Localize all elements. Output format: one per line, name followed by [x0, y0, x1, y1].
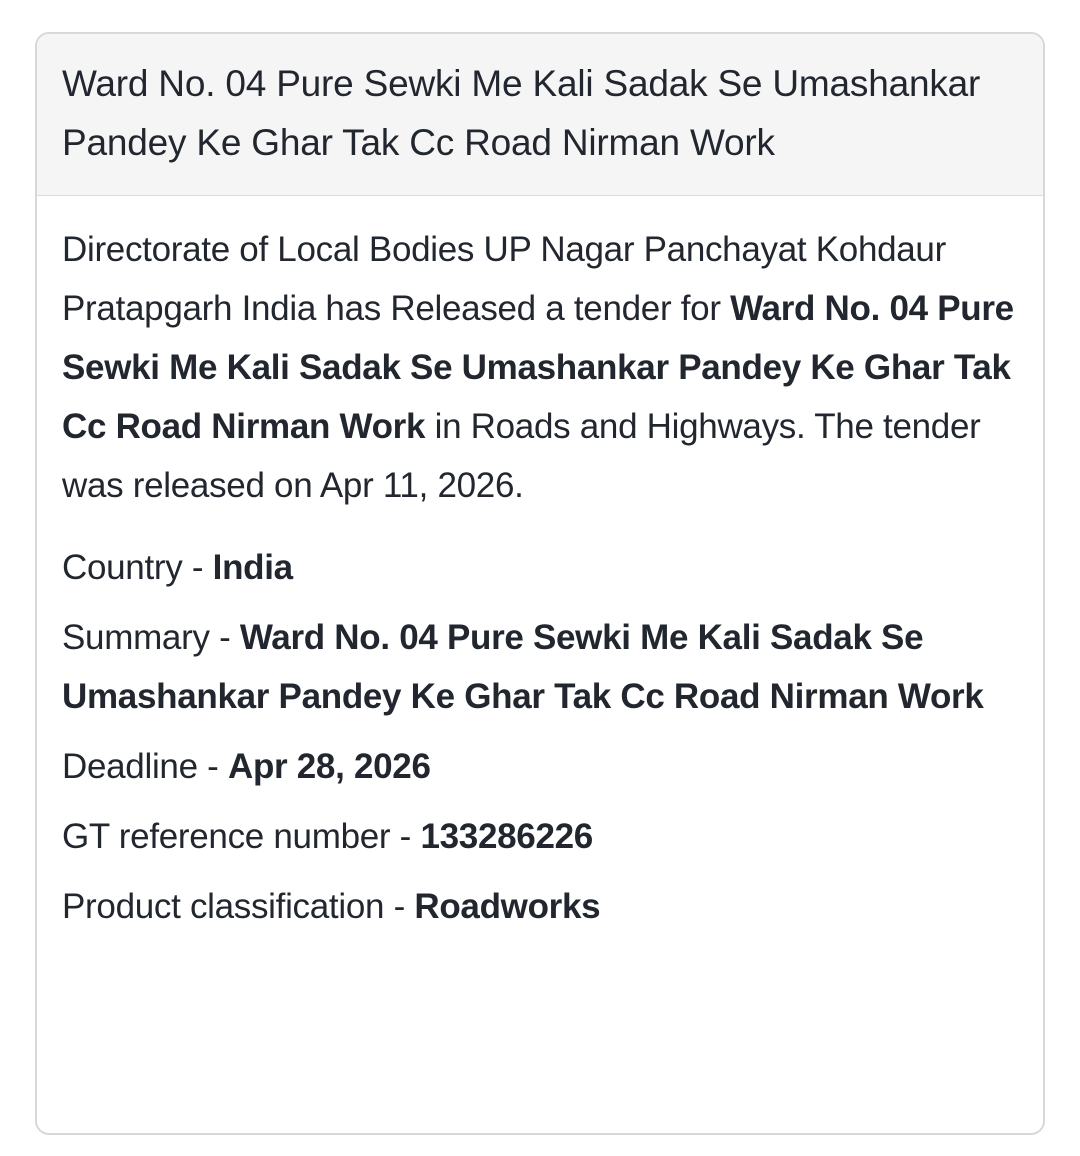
- field-deadline-label: Deadline -: [62, 747, 228, 786]
- tender-card-body: [37, 196, 1043, 966]
- tender-card: [35, 32, 1045, 1135]
- field-gt-reference-number: [62, 807, 1018, 866]
- field-country: [62, 538, 1018, 597]
- tender-title: Ward No. 04 Pure Sewki Me Kali Sadak Se Umashankar Pandey Ke Ghar Tak Cc Road Nirman Work: [62, 63, 981, 163]
- intro-suffix-text: in Roads and Highways. The tender was released on Apr 11, 2026.: [62, 407, 981, 505]
- field-summary-label: Summary -: [62, 618, 240, 657]
- intro-tender-name: Ward No. 04 Pure Sewki Me Kali Sadak Se Umashankar Pandey Ke Ghar Tak Cc Road Nirman Work: [62, 289, 1014, 446]
- tender-card-header: [37, 34, 1043, 196]
- field-summary: [62, 608, 1018, 726]
- intro-prefix-text: Directorate of Local Bodies UP Nagar Panchayat Kohdaur Pratapgarh India has Released a tender for: [62, 230, 946, 328]
- field-product-classification-value: Roadworks: [414, 887, 601, 926]
- tender-intro-paragraph: [62, 220, 1018, 515]
- field-deadline-value: Apr 28, 2026: [227, 747, 431, 786]
- field-product-classification-label: Product classification -: [62, 887, 415, 926]
- field-summary-value: Ward No. 04 Pure Sewki Me Kali Sadak Se Umashankar Pandey Ke Ghar Tak Cc Road Nirman Work: [62, 618, 984, 716]
- field-deadline: [62, 737, 1018, 796]
- field-gt-reference-number-value: 133286226: [420, 817, 593, 856]
- field-country-value: India: [212, 548, 293, 587]
- field-product-classification: [62, 877, 1018, 936]
- field-country-label: Country -: [62, 548, 213, 587]
- field-gt-reference-number-label: GT reference number -: [62, 817, 421, 856]
